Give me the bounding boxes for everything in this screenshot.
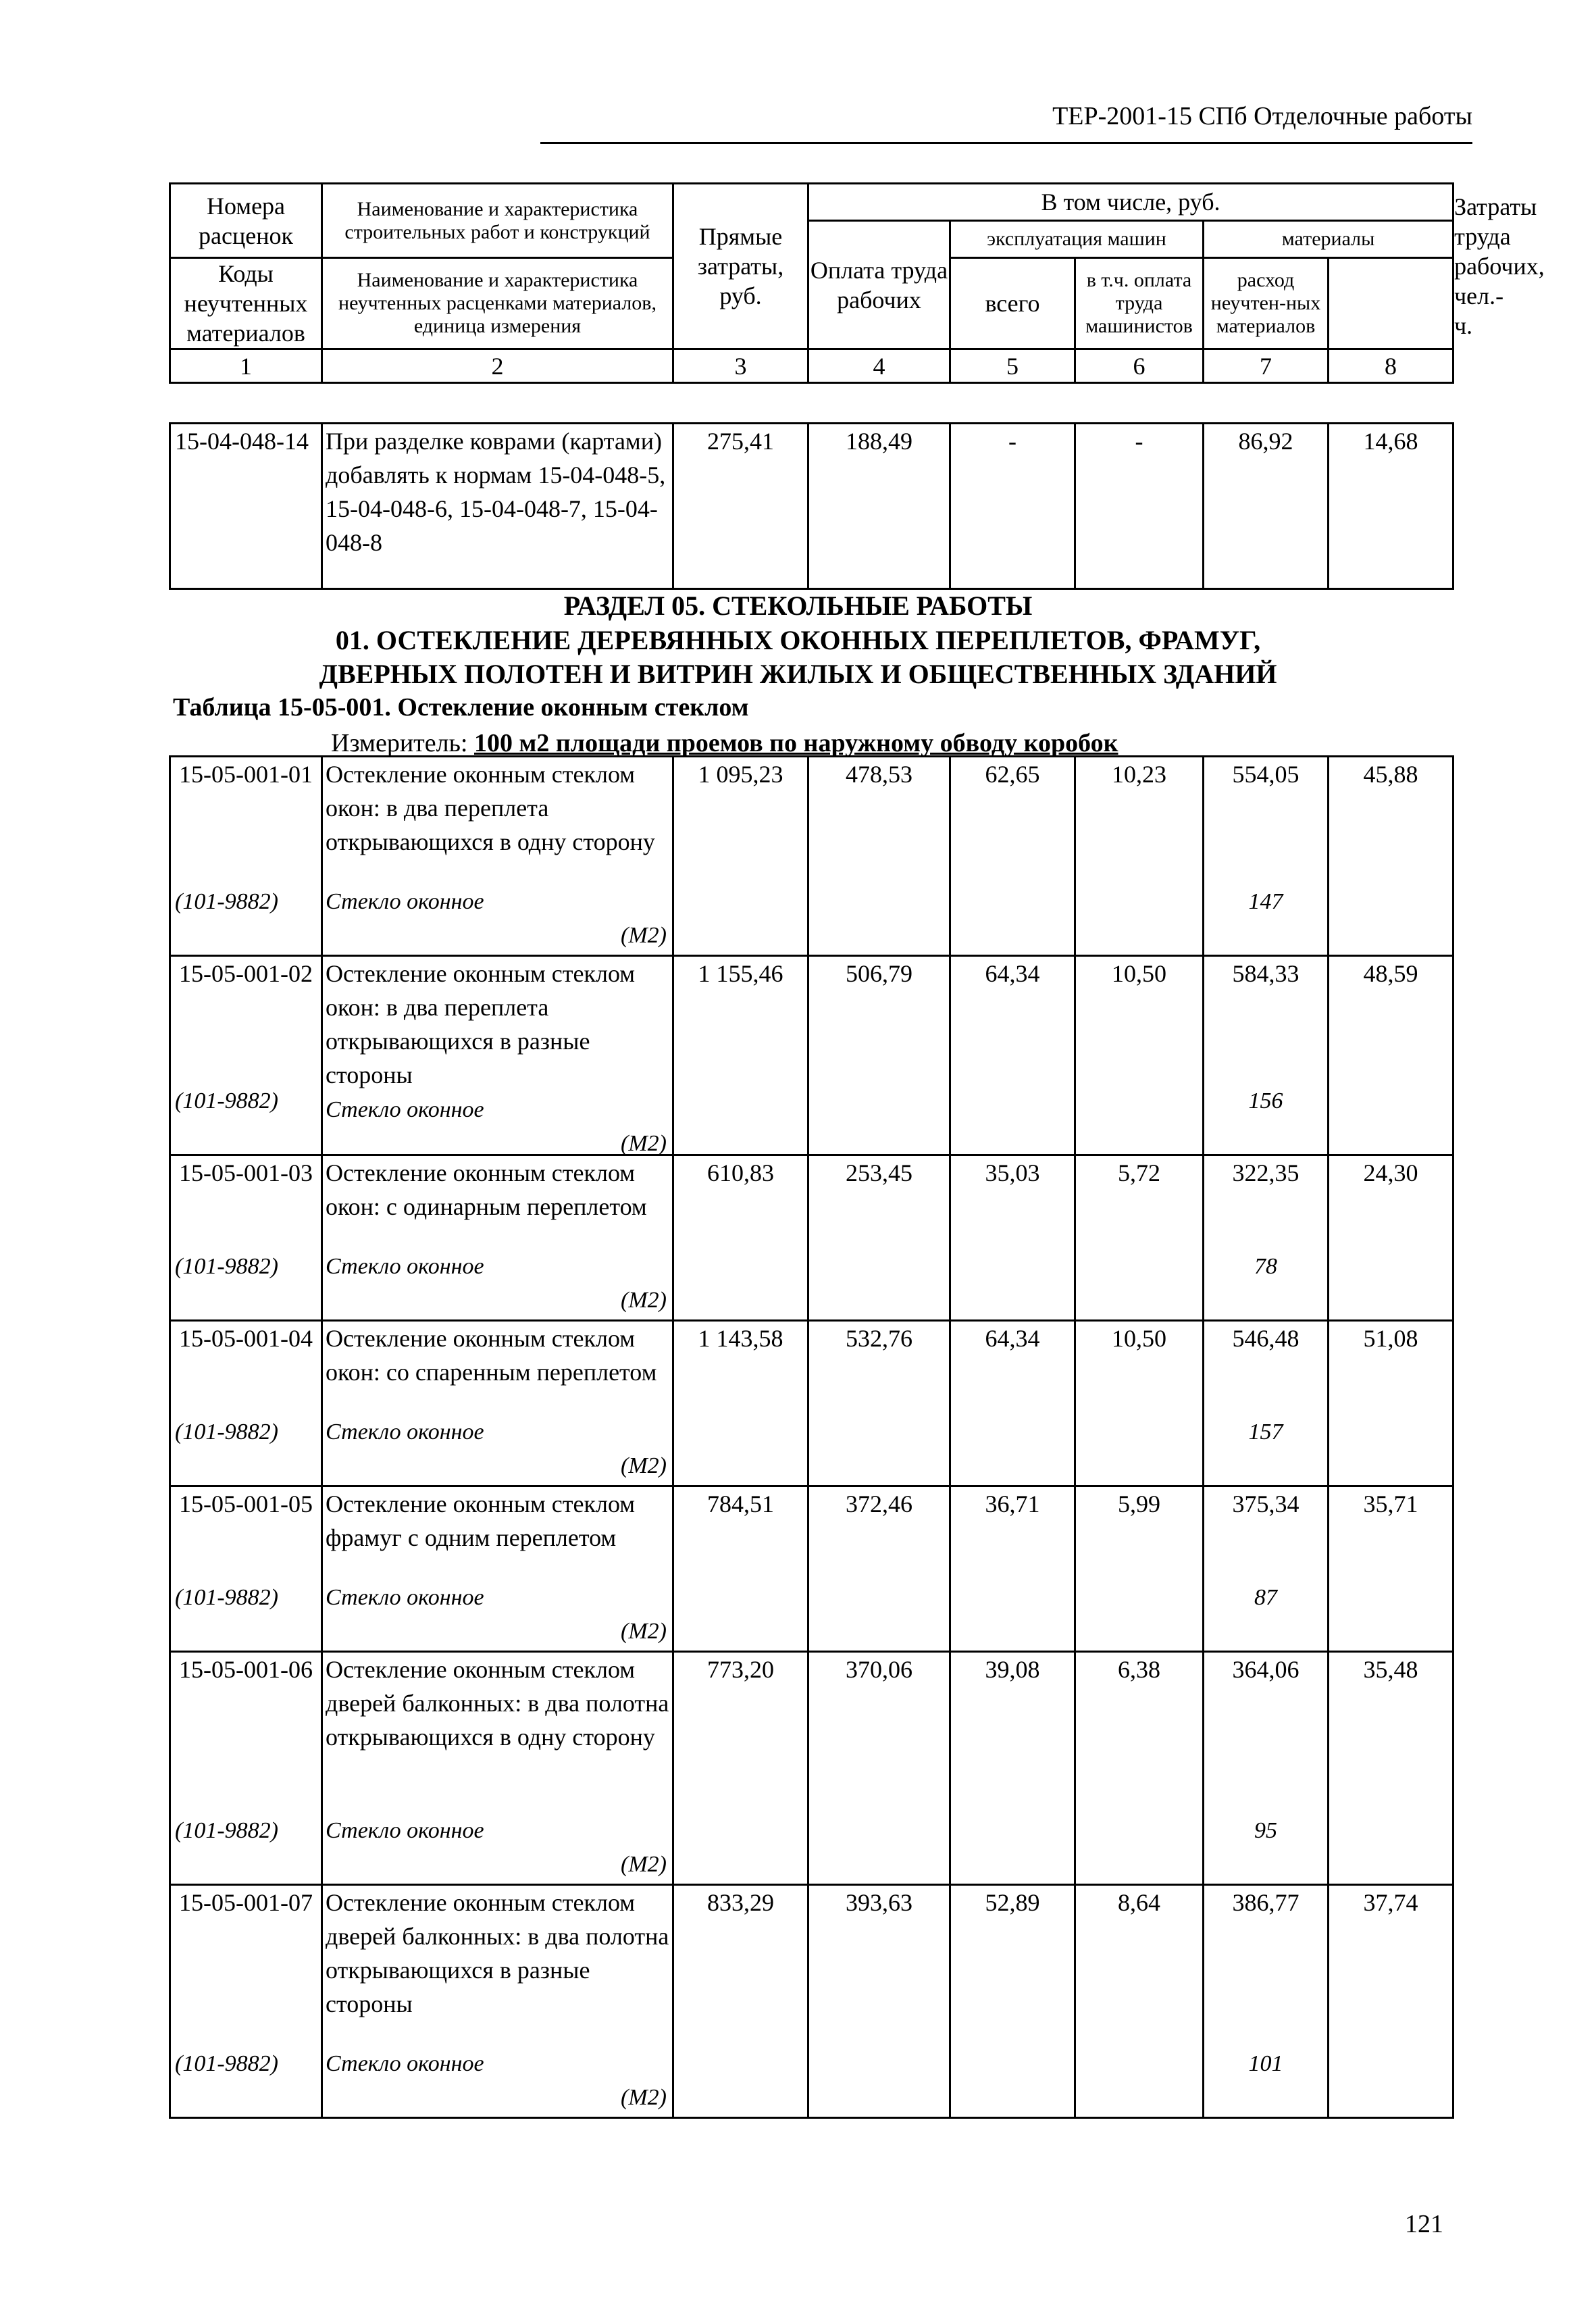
machine-cost: 62,65 xyxy=(950,757,1075,956)
material-cell xyxy=(1204,1155,1329,1321)
material-code: (101-9882) xyxy=(175,1254,278,1279)
wage-cost: 506,79 xyxy=(808,956,950,1155)
table-row xyxy=(170,1652,1453,1885)
col-mach-total-header: всего xyxy=(950,258,1075,349)
rate-code-cell xyxy=(170,1652,322,1885)
material-name: Стекло оконное xyxy=(326,1097,484,1122)
machine-wage-cost: 10,23 xyxy=(1075,757,1204,956)
wage-cost: 370,06 xyxy=(808,1652,950,1885)
rates-table xyxy=(169,755,1454,2119)
rate-code: 15-05-001-01 xyxy=(179,761,313,788)
rate-name-cell xyxy=(322,1321,673,1486)
material-name: Стекло оконное xyxy=(326,1419,484,1444)
material-cell xyxy=(1204,1652,1329,1885)
material-cost: 364,06 xyxy=(1232,1656,1299,1683)
rate-code-cell xyxy=(170,1155,322,1321)
rate-name: Остекление оконным стеклом окон: со спаренным переплетом xyxy=(326,1325,657,1386)
col-num: 3 xyxy=(673,349,808,383)
col-num: 2 xyxy=(322,349,673,383)
material-cost: 584,33 xyxy=(1232,960,1299,987)
col-name-sub-header: Наименование и характеристика неучтенных расценками материалов, единица измерения xyxy=(322,258,673,349)
direct-cost: 1 143,58 xyxy=(673,1321,808,1486)
material-unit: (М2) xyxy=(621,2085,667,2110)
machine-cost: 36,71 xyxy=(950,1486,1075,1652)
wage-cost: 253,45 xyxy=(808,1155,950,1321)
material-cost: 546,48 xyxy=(1232,1325,1299,1352)
rate-code: 15-04-048-14 xyxy=(170,424,322,589)
rate-code: 15-05-001-06 xyxy=(179,1656,313,1683)
prev-section-table xyxy=(169,422,1454,590)
material-code: (101-9882) xyxy=(175,1585,278,1610)
rate-code: 15-05-001-02 xyxy=(179,960,313,987)
direct-cost: 610,83 xyxy=(673,1155,808,1321)
machine-wage-cost: 10,50 xyxy=(1075,956,1204,1155)
rate-name: При разделке коврами (картами) добавлять к нормам 15-04-048-5, 15-04-048-6, 15-04-048-7, 15-04-048-8 xyxy=(322,424,673,589)
rate-name: Остекление оконным стеклом окон: в два переплета открывающихся в разные стороны xyxy=(326,960,636,1088)
table-row xyxy=(170,1486,1453,1652)
material-code: (101-9882) xyxy=(175,1088,278,1113)
rate-code-cell xyxy=(170,956,322,1155)
col-materials-header: материалы xyxy=(1204,221,1453,258)
material-name: Стекло оконное xyxy=(326,1818,484,1843)
rate-code-cell xyxy=(170,757,322,956)
section-subtitle-1: 01. ОСТЕКЛЕНИЕ ДЕРЕВЯННЫХ ОКОННЫХ ПЕРЕПЛЕТОВ, ФРАМУГ, xyxy=(335,625,1261,655)
labor-hours: 51,08 xyxy=(1329,1321,1453,1486)
table-row xyxy=(170,956,1453,1155)
labor-hours: 14,68 xyxy=(1329,424,1453,589)
machine-cost: - xyxy=(950,424,1075,589)
machine-wage-cost: 5,72 xyxy=(1075,1155,1204,1321)
material-code: (101-9882) xyxy=(175,2051,278,2076)
rate-name: Остекление оконным стеклом окон: в два переплета открывающихся в одну сторону xyxy=(326,761,655,855)
measure-label: Измеритель: xyxy=(331,729,468,757)
col-num: 1 xyxy=(170,349,322,383)
material-cost: 554,05 xyxy=(1232,761,1299,788)
material-quantity: 101 xyxy=(1248,2051,1283,2076)
column-header-table: Номера расценок Наименование и характеристика строительных работ и конструкций Прямые затраты, руб. В том числе, руб. Затраты труда рабочих, чел.-ч. Оплата труда рабочих эксплуатация машин материалы Коды неучтенных материалов Наименование и характеристика неучтенных расценками материалов, единица измерения всего в т.ч. оплата труда машинистов расход неучтен-ных материалов 1 2 3 4 5 6 7 8 xyxy=(169,182,1454,384)
direct-cost: 833,29 xyxy=(673,1885,808,2118)
material-quantity: 147 xyxy=(1248,889,1283,914)
rate-name-cell xyxy=(322,1155,673,1321)
rate-code-cell xyxy=(170,1321,322,1486)
rate-code-cell xyxy=(170,1486,322,1652)
material-cell xyxy=(1204,1885,1329,2118)
labor-hours: 35,71 xyxy=(1329,1486,1453,1652)
col-machines-header: эксплуатация машин xyxy=(950,221,1204,258)
page-number: 121 xyxy=(1405,2210,1443,2238)
rate-code: 15-05-001-03 xyxy=(179,1159,313,1186)
material-unit: (М2) xyxy=(621,1453,667,1478)
col-num: 5 xyxy=(950,349,1075,383)
col-num: 7 xyxy=(1204,349,1329,383)
table-row xyxy=(170,1321,1453,1486)
wage-cost: 372,46 xyxy=(808,1486,950,1652)
col-num: 4 xyxy=(808,349,950,383)
rate-name: Остекление оконным стеклом фрамуг с одним переплетом xyxy=(326,1490,636,1551)
wage-cost: 478,53 xyxy=(808,757,950,956)
col-code-header: Номера расценок xyxy=(170,184,322,258)
material-cost: 386,77 xyxy=(1232,1889,1299,1916)
material-name: Стекло оконное xyxy=(326,1254,484,1279)
machine-cost: 39,08 xyxy=(950,1652,1075,1885)
rate-name: Остекление оконным стеклом дверей балконных: в два полотна открывающихся в одну сторону xyxy=(326,1656,669,1751)
machine-wage-cost: 10,50 xyxy=(1075,1321,1204,1486)
machine-wage-cost: - xyxy=(1075,424,1204,589)
material-cost: 86,92 xyxy=(1204,424,1329,589)
material-cost: 322,35 xyxy=(1232,1159,1299,1186)
material-quantity: 157 xyxy=(1248,1419,1283,1444)
table-row xyxy=(170,757,1453,956)
labor-hours: 48,59 xyxy=(1329,956,1453,1155)
rate-name-cell xyxy=(322,1486,673,1652)
labor-hours: 24,30 xyxy=(1329,1155,1453,1321)
col-mach-wage-header: в т.ч. оплата труда машинистов xyxy=(1075,258,1204,349)
labor-hours: 37,74 xyxy=(1329,1885,1453,2118)
wage-cost: 393,63 xyxy=(808,1885,950,2118)
col-direct-header: Прямые затраты, руб. xyxy=(673,184,808,349)
material-code: (101-9882) xyxy=(175,889,278,914)
material-cell xyxy=(1204,757,1329,956)
col-name-header: Наименование и характеристика строительных работ и конструкций xyxy=(322,184,673,258)
direct-cost: 1 155,46 xyxy=(673,956,808,1155)
labor-hours: 45,88 xyxy=(1329,757,1453,956)
material-cell xyxy=(1204,956,1329,1155)
col-mat-use-header: расход неучтен-ных материалов xyxy=(1204,258,1329,349)
material-cell xyxy=(1204,1486,1329,1652)
material-code: (101-9882) xyxy=(175,1419,278,1444)
running-header: ТЕР-2001-15 СПб Отделочные работы xyxy=(1052,102,1472,130)
material-cell xyxy=(1204,1321,1329,1486)
section-subtitle-2: ДВЕРНЫХ ПОЛОТЕН И ВИТРИН ЖИЛЫХ И ОБЩЕСТВЕННЫХ ЗДАНИЙ xyxy=(319,659,1277,689)
rate-name: Остекление оконным стеклом окон: с одинарным переплетом xyxy=(326,1159,647,1220)
material-quantity: 87 xyxy=(1254,1585,1277,1610)
table-row xyxy=(170,1155,1453,1321)
direct-cost: 773,20 xyxy=(673,1652,808,1885)
machine-wage-cost: 8,64 xyxy=(1075,1885,1204,2118)
material-code: (101-9882) xyxy=(175,1818,278,1843)
rate-name-cell xyxy=(322,1652,673,1885)
material-unit: (М2) xyxy=(621,1619,667,1644)
labor-hours: 35,48 xyxy=(1329,1652,1453,1885)
rate-code: 15-05-001-07 xyxy=(179,1889,313,1916)
material-unit: (М2) xyxy=(621,1131,667,1156)
direct-cost: 784,51 xyxy=(673,1486,808,1652)
section-title: РАЗДЕЛ 05. СТЕКОЛЬНЫЕ РАБОТЫ xyxy=(563,590,1033,621)
material-unit: (М2) xyxy=(621,923,667,948)
machine-cost: 52,89 xyxy=(950,1885,1075,2118)
material-unit: (М2) xyxy=(621,1288,667,1313)
rate-name-cell xyxy=(322,757,673,956)
table-title: Таблица 15-05-001. Остекление оконным стеклом xyxy=(173,693,749,722)
wage-cost: 532,76 xyxy=(808,1321,950,1486)
measure-value: 100 м2 площади проемов по наружному обводу коробок xyxy=(474,729,1118,757)
machine-cost: 35,03 xyxy=(950,1155,1075,1321)
rate-code: 15-05-001-05 xyxy=(179,1490,313,1517)
rate-name-cell xyxy=(322,1885,673,2118)
material-name: Стекло оконное xyxy=(326,2051,484,2076)
material-quantity: 95 xyxy=(1254,1818,1277,1843)
machine-cost: 64,34 xyxy=(950,956,1075,1155)
machine-wage-cost: 6,38 xyxy=(1075,1652,1204,1885)
material-quantity: 156 xyxy=(1248,1088,1283,1113)
material-cost: 375,34 xyxy=(1232,1490,1299,1517)
rate-name: Остекление оконным стеклом дверей балконных: в два полотна открывающихся в разные стороны xyxy=(326,1889,669,2017)
material-quantity: 78 xyxy=(1254,1254,1277,1279)
rate-code: 15-05-001-04 xyxy=(179,1325,313,1352)
measure-line xyxy=(331,728,1118,758)
table-row xyxy=(170,1885,1453,2118)
col-num: 8 xyxy=(1329,349,1453,383)
header-rule xyxy=(540,142,1472,144)
col-code-sub-header: Коды неучтенных материалов xyxy=(170,258,322,349)
material-unit: (М2) xyxy=(621,1852,667,1877)
machine-cost: 64,34 xyxy=(950,1321,1075,1486)
wage-cost: 188,49 xyxy=(808,424,950,589)
direct-cost: 1 095,23 xyxy=(673,757,808,956)
direct-cost: 275,41 xyxy=(673,424,808,589)
rate-name-cell xyxy=(322,956,673,1155)
material-name: Стекло оконное xyxy=(326,889,484,914)
rate-code-cell xyxy=(170,1885,322,2118)
col-num: 6 xyxy=(1075,349,1204,383)
material-name: Стекло оконное xyxy=(326,1585,484,1610)
machine-wage-cost: 5,99 xyxy=(1075,1486,1204,1652)
col-incl-header: В том числе, руб. xyxy=(808,184,1453,221)
col-wage-header: Оплата труда рабочих xyxy=(808,221,950,349)
